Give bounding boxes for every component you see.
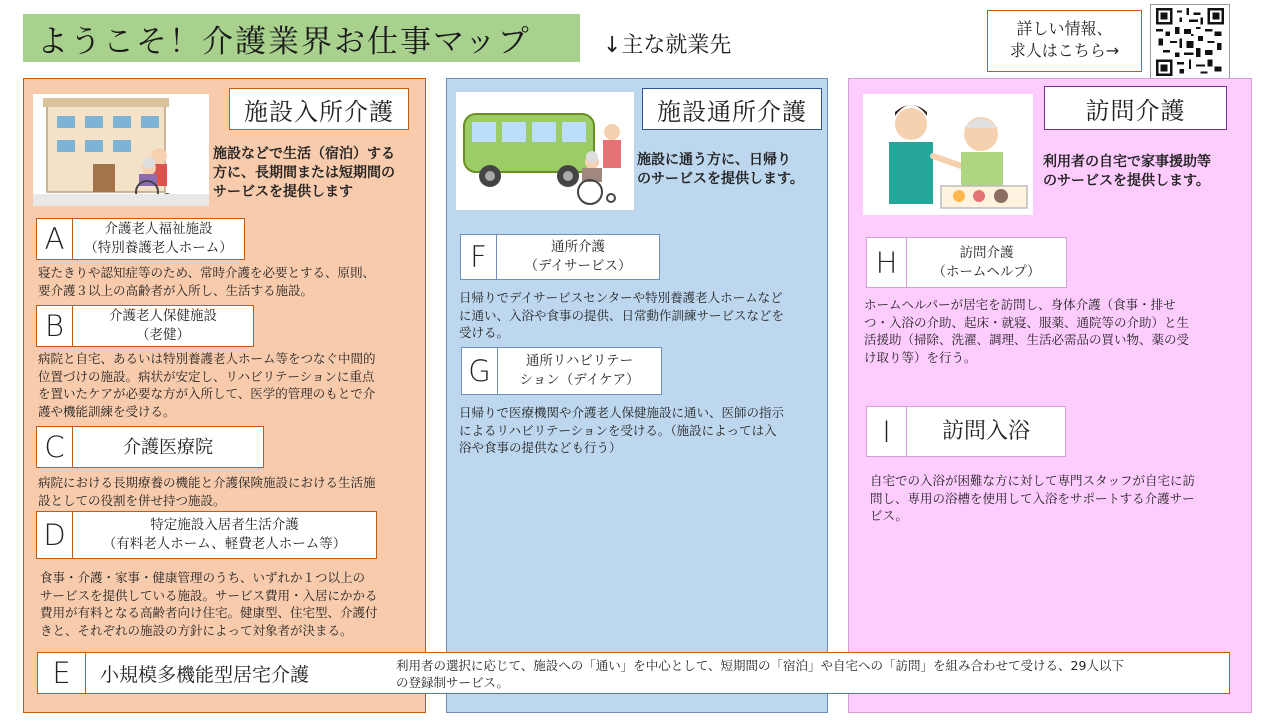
van-wheelchair-illustration: [456, 92, 634, 210]
desc-line: 病院と自宅、あるいは特別養護老人ホーム等をつなぐ中間的: [38, 351, 376, 366]
service-desc-c: [38, 474, 423, 509]
service-letter: B: [37, 306, 73, 346]
desc-line: きと、それぞれの施設の方針によって対象者が決まる。: [40, 622, 353, 638]
service-letter: F: [461, 235, 497, 279]
service-name: [73, 219, 244, 259]
service-name-line: 訪問介護: [959, 244, 1014, 261]
service-name-line: 介護老人福祉施設: [104, 221, 213, 237]
daycare-desc-line: のサービスを提供します。: [637, 171, 804, 187]
facility-title-text: 施設入所介護: [244, 97, 394, 126]
info-line-2: 求人はこちら→: [1009, 41, 1120, 60]
desc-line: 自宅での入浴が困難な方に対して専門スタッフが自宅に訪: [870, 473, 1196, 488]
panel-facility-care: [23, 78, 426, 713]
service-desc-i: [870, 472, 1245, 525]
desc-line: 浴や食事の提供なども行う）: [459, 440, 622, 455]
service-name-line: （ホームヘルプ）: [932, 263, 1041, 280]
service-name-line: （老健）: [136, 327, 190, 343]
service-name: 小規模多機能型居宅介護: [100, 663, 310, 686]
desc-line: 日帰りで医療機関や介護老人保健施設に通い、医師の指示: [459, 405, 785, 420]
service-label-b[interactable]: [36, 305, 254, 347]
service-desc-b: [38, 350, 423, 420]
service-desc-g: [459, 404, 827, 457]
service-letter: A: [37, 219, 73, 259]
panel-home-care: [848, 78, 1252, 713]
service-letter: E: [38, 653, 86, 693]
desc-line: 寝たきりや認知症等のため、常時介護を必要とする、原則、: [38, 265, 376, 280]
desc-line: ホームヘルパーが居宅を訪問し、身体介護（食事・排せ: [864, 297, 1176, 312]
daycare-description: [637, 151, 827, 189]
service-name-line: ション（デイケア）: [519, 372, 640, 388]
qr-code-icon[interactable]: [1150, 4, 1230, 80]
service-desc-a: [38, 264, 423, 299]
facility-description: [213, 145, 425, 202]
panel-day-care: [446, 78, 828, 713]
service-name-line: 通所介護: [551, 239, 605, 255]
service-name: [73, 427, 263, 467]
desc-line: 日帰りでデイサービスセンターや特別養護老人ホームなど: [459, 290, 783, 305]
info-line-1: 詳しい情報、: [1016, 19, 1113, 38]
daycare-desc-line: 施設に通う方に、日帰り: [637, 152, 791, 168]
home-desc-line: のサービスを提供します。: [1043, 173, 1210, 189]
service-name: [73, 306, 253, 346]
desc-line: ビス。: [870, 508, 908, 523]
desc-line: 活援助（掃除、洗濯、調理、生活必需品の買い物、薬の受: [864, 332, 1190, 347]
service-label-i[interactable]: [866, 406, 1066, 457]
desc-line: の登録制サービス。: [396, 675, 509, 690]
desc-line: 食事・介護・家事・健康管理のうち、いずれか１つ以上の: [40, 570, 366, 585]
service-name-line: 訪問入浴: [941, 419, 1030, 444]
service-desc-d: [40, 569, 423, 639]
home-description: [1043, 153, 1248, 191]
service-name-line: （有料老人ホーム、軽費老人ホーム等）: [102, 536, 347, 552]
facility-desc-line: サービスを提供します: [213, 184, 353, 200]
service-name: [907, 407, 1065, 456]
page-title-text: ようこそ！介護業界お仕事マップ: [37, 23, 531, 60]
service-label-d[interactable]: [36, 511, 377, 559]
desc-line: 位置づけの施設。病状が安定し、リハビリテーションに重点: [38, 368, 375, 384]
service-name: [907, 238, 1066, 287]
info-link[interactable]: [988, 18, 1141, 62]
service-letter: G: [462, 348, 498, 394]
desc-line: に通い、入浴や食事の提供、日常動作訓練サービスなどを: [459, 307, 785, 323]
service-desc-e: [356, 653, 1229, 693]
facility-title: [229, 88, 409, 130]
desc-line: け取り等）を行う。: [864, 349, 977, 365]
home-title: [1044, 86, 1227, 130]
daycare-title-text: 施設通所介護: [657, 97, 807, 126]
service-desc-f: [459, 289, 827, 342]
service-letter: H: [867, 238, 907, 287]
service-desc-h: [864, 296, 1249, 366]
service-letter: C: [37, 427, 73, 467]
info-link-box[interactable]: [987, 10, 1142, 72]
service-label-a[interactable]: [36, 218, 245, 260]
desc-line: 問し、専用の浴槽を使用して入浴をサポートする介護サー: [870, 490, 1195, 506]
facility-desc-line: 施設などで生活（宿泊）する: [213, 146, 395, 162]
desc-line: 設としての役割を併せ持つ施設。: [38, 492, 226, 508]
page-title: [23, 14, 580, 62]
desc-line: サービスを提供している施設。サービス費用・入居にかかる: [40, 587, 378, 603]
desc-line: によるリハビリテーションを受ける。（施設によっては入: [459, 422, 777, 438]
service-name-line: 介護老人保健施設: [109, 308, 217, 324]
subtitle: ↓主な就業先: [603, 33, 732, 58]
service-name-line: （デイサービス）: [524, 258, 632, 274]
desc-line: を置いたケアが必要な方が入所して、医学的管理のもとで介: [38, 386, 376, 401]
home-title-text: 訪問介護: [1085, 96, 1186, 125]
service-name: [497, 235, 659, 279]
helper-feeding-illustration: [863, 94, 1033, 215]
service-label-f[interactable]: [460, 234, 660, 280]
service-name-line: 介護医療院: [123, 436, 213, 458]
desc-line: つ・入浴の介助、起床・就寝、服薬、通院等の介助）と生: [864, 314, 1190, 330]
building-wheelchair-illustration: [33, 94, 209, 206]
service-name-line: 特定施設入居者生活介護: [150, 517, 299, 533]
daycare-title: [642, 88, 822, 130]
service-letter: D: [37, 512, 73, 558]
desc-line: 護や機能訓練を受ける。: [38, 403, 176, 419]
service-label-g[interactable]: [461, 347, 662, 395]
desc-line: 費用が有料となる高齢者向け住宅。健康型、住宅型、介護付: [40, 605, 378, 620]
service-label-c[interactable]: [36, 426, 264, 468]
service-name: [73, 512, 376, 558]
desc-line: 利用者の選択に応じて、施設への「通い」を中心として、短期間の「宿泊」や自宅への「訪問」を組み合わせて受ける、29人以下: [396, 658, 1124, 673]
service-letter: I: [867, 407, 907, 456]
service-name-line: 通所リハビリテー: [525, 353, 634, 369]
home-desc-line: 利用者の自宅で家事援助等: [1043, 154, 1211, 170]
desc-line: 受ける。: [459, 325, 510, 340]
service-name-line: （特別養護老人ホーム）: [84, 240, 233, 256]
service-label-h[interactable]: [866, 237, 1067, 288]
desc-line: 要介護３以上の高齢者が入所し、生活する施設。: [38, 282, 314, 298]
facility-desc-line: 方に、長期間または短期間の: [213, 165, 395, 181]
desc-line: 病院における長期療養の機能と介護保険施設における生活施: [38, 475, 376, 490]
service-label-e[interactable]: [37, 652, 1230, 694]
service-name: [498, 348, 661, 394]
